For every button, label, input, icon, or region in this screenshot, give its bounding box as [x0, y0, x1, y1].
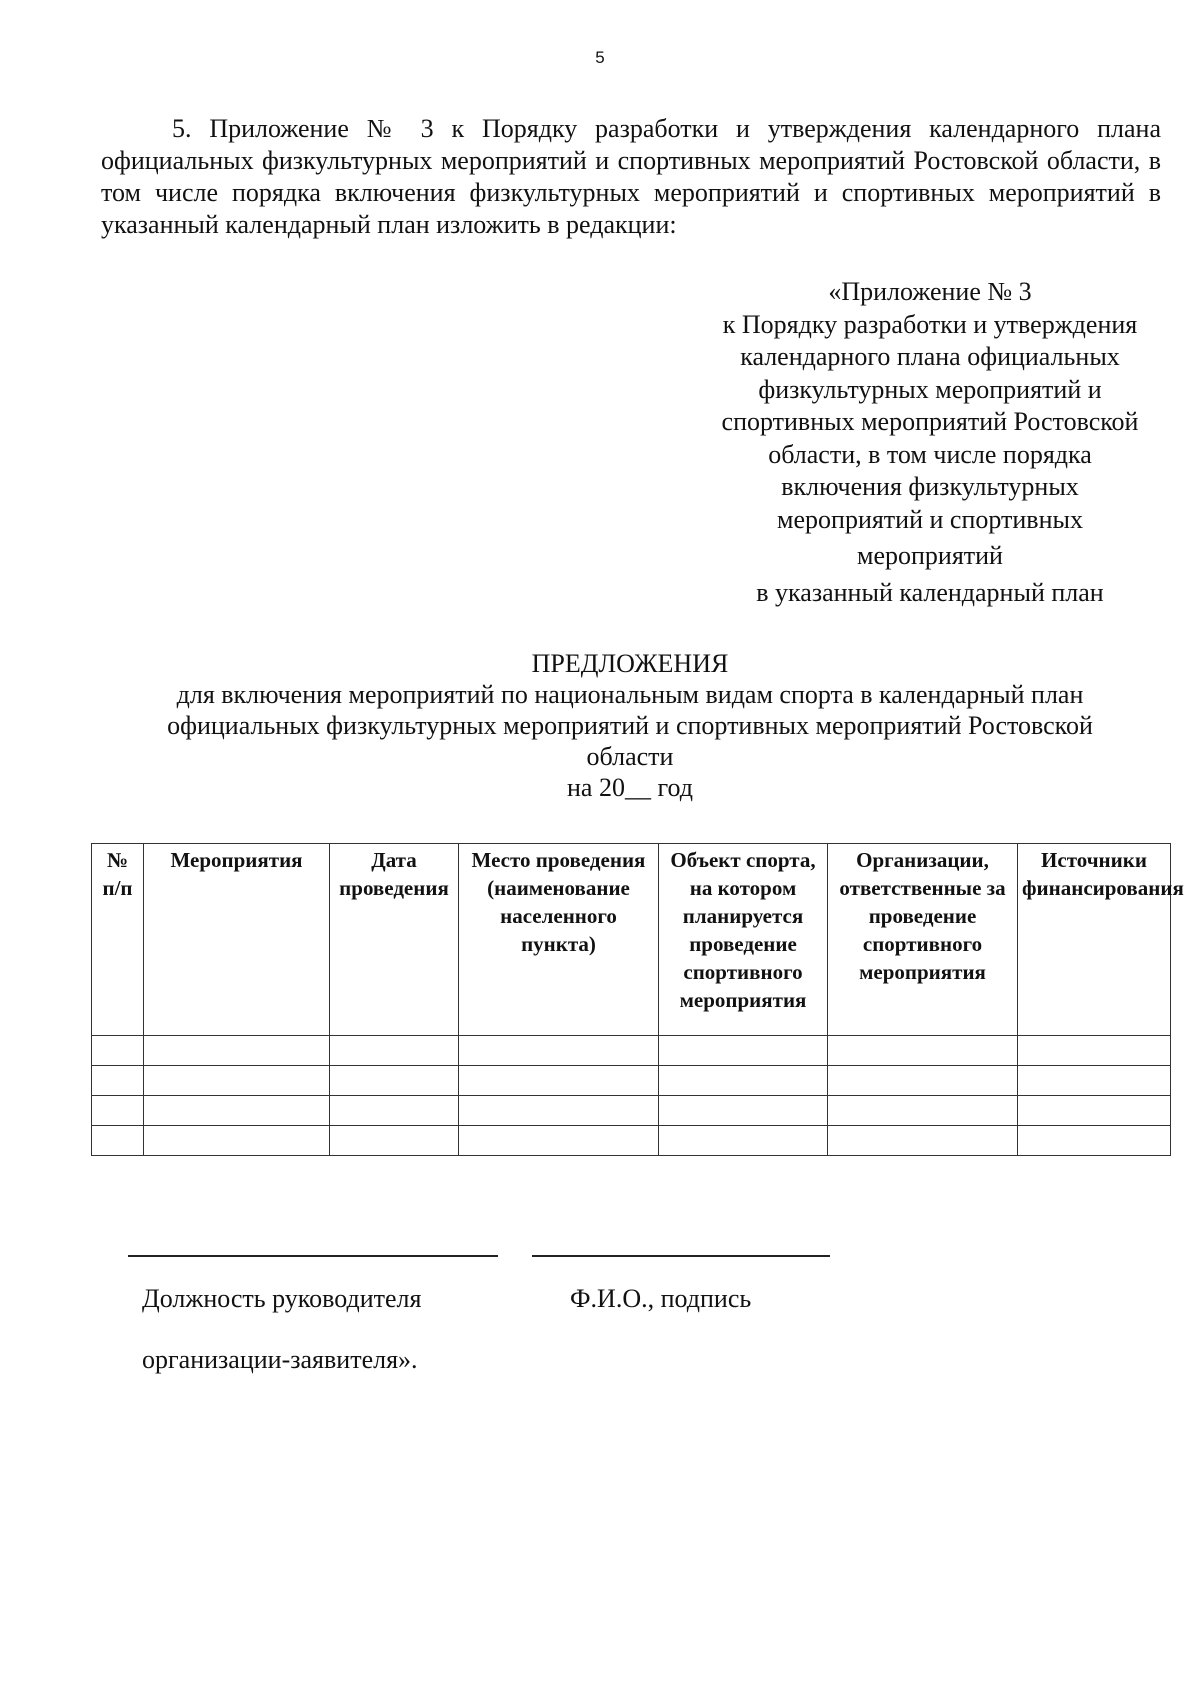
appendix-line: спортивных мероприятий Ростовской: [721, 407, 1139, 436]
header-funding-sources: Источники финансирования: [1018, 844, 1171, 1036]
appendix-line: мероприятий и спортивных: [777, 504, 1083, 534]
table-cell: [459, 1066, 659, 1096]
proposal-subtitle-line: официальных физкультурных мероприятий и спортивных мероприятий Ростовской: [167, 711, 1093, 740]
appendix-line: мероприятий: [857, 541, 1003, 570]
page-number: 5: [595, 48, 605, 67]
header-date: Дата проведения: [330, 844, 459, 1036]
header-events: Мероприятия: [144, 844, 330, 1036]
table-header-row: [92, 844, 1171, 1036]
table-cell: [1018, 1096, 1171, 1126]
position-signature-line: [128, 1255, 498, 1257]
name-signature-label: Ф.И.О., подпись: [570, 1284, 752, 1313]
appendix-line: в указанный календарный план: [756, 577, 1104, 607]
table-cell: [1018, 1036, 1171, 1066]
table-cell: [659, 1066, 828, 1096]
proposal-title-block: [100, 648, 1160, 803]
table-cell: [144, 1126, 330, 1156]
table-cell: [459, 1096, 659, 1126]
table-cell: [330, 1036, 459, 1066]
table-cell: [92, 1096, 144, 1126]
header-place: Место проведения (наименование населенного пункта): [459, 844, 659, 1036]
table-cell: [330, 1126, 459, 1156]
proposals-table: [91, 843, 1184, 1156]
table-row: [92, 1126, 1171, 1156]
table-cell: [330, 1096, 459, 1126]
table-cell: [828, 1096, 1018, 1126]
appendix-line: «Приложение № 3: [828, 277, 1032, 306]
name-signature-line: [532, 1255, 830, 1257]
table-cell: [144, 1066, 330, 1096]
table-cell: [144, 1036, 330, 1066]
table-cell: [828, 1066, 1018, 1096]
table-cell: [144, 1096, 330, 1126]
appendix-line: физкультурных мероприятий и: [758, 374, 1102, 404]
table-row: [92, 1066, 1171, 1096]
position-label: Должность руководителя: [142, 1284, 422, 1313]
table-cell: [659, 1126, 828, 1156]
table-cell: [92, 1066, 144, 1096]
table-cell: [659, 1096, 828, 1126]
header-organizations: Организации, ответственные за проведение спортивного мероприятия: [828, 844, 1018, 1036]
proposal-year-line: на 20__ год: [567, 773, 693, 802]
header-sport-facility: Объект спорта, на котором планируется проведение спортивного мероприятия: [659, 844, 828, 1036]
header-number: № п/п: [92, 844, 144, 1036]
proposal-heading: ПРЕДЛОЖЕНИЯ: [531, 649, 729, 678]
table-cell: [92, 1036, 144, 1066]
appendix-line: области, в том числе порядка: [768, 439, 1092, 469]
table-cell: [330, 1066, 459, 1096]
appendix-line: календарного плана официальных: [740, 342, 1120, 371]
table-cell: [1018, 1066, 1171, 1096]
intro-paragraph: 5. Приложение № 3 к Порядку разработки и утверждения календарного плана официальных физкультурных мероприятий и спортивных мероприятий Ростовской области, в том числе порядка включения физкультурных мероприятий и спортивных мероприятий в указанный календарный план изложить в редакции:: [101, 114, 1161, 239]
table-cell: [459, 1126, 659, 1156]
appendix-block: [690, 276, 1170, 609]
table-row: [92, 1096, 1171, 1126]
proposal-subtitle-line: для включения мероприятий по национальным видам спорта в календарный план: [176, 680, 1084, 709]
table-row: [92, 1036, 1171, 1066]
table-cell: [828, 1126, 1018, 1156]
proposal-subtitle-line: области: [586, 742, 674, 771]
table-cell: [828, 1036, 1018, 1066]
table-cell: [659, 1036, 828, 1066]
table-cell: [459, 1036, 659, 1066]
appendix-line: к Порядку разработки и утверждения: [722, 309, 1138, 339]
appendix-line: включения физкультурных: [781, 472, 1079, 501]
organization-label: организации-заявителя».: [142, 1345, 418, 1374]
table-cell: [1018, 1126, 1171, 1156]
table-cell: [92, 1126, 144, 1156]
